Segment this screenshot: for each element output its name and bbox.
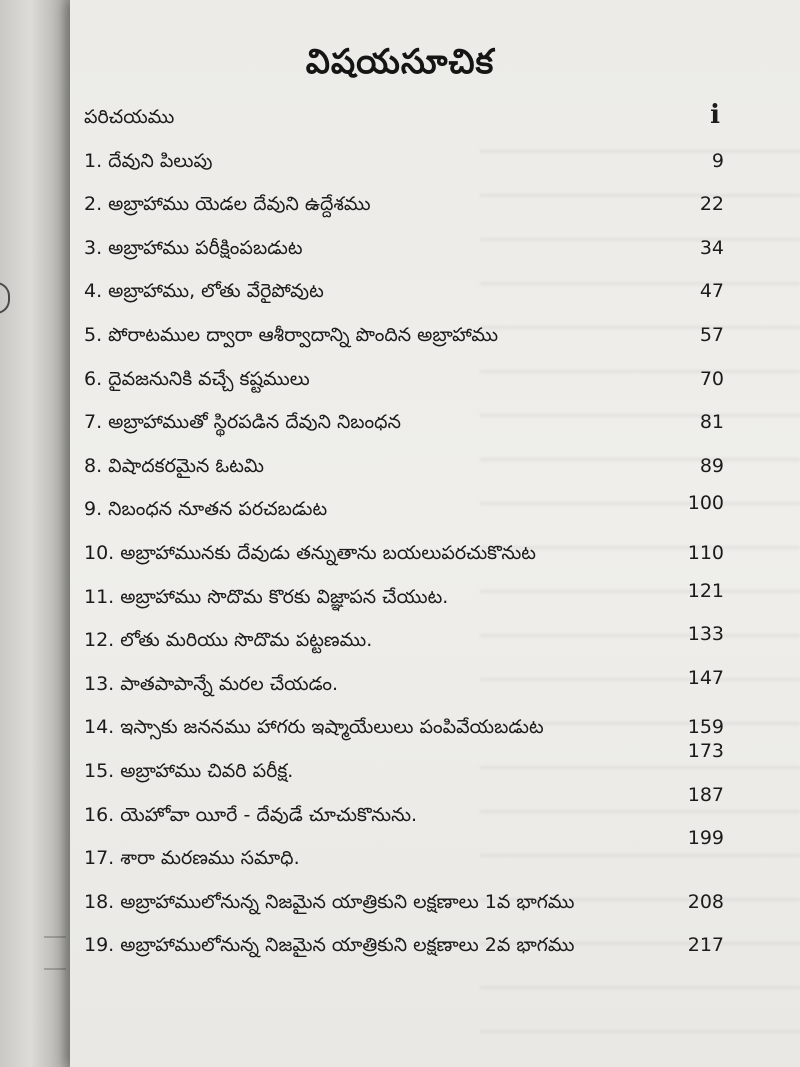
toc-entry-label: 18. అబ్రాహాములోనున్న నిజమైన యాత్రికుని లక్షణాలు 1వ భాగము: [84, 890, 575, 913]
toc-entry-label: 14. ఇస్సాకు జననము హాగరు ఇష్మాయేలులు పంపివేయబడుట: [84, 716, 544, 739]
toc-entry-label: 13. పాతపాపాన్నే మరల చేయడం.: [84, 672, 339, 695]
toc-entry-page: 173: [687, 739, 724, 762]
toc-entry-label: 4. అబ్రాహాము, లోతు వేరైపోవుట: [84, 280, 324, 303]
toc-entry-label: 10. అబ్రాహామునకు దేవుడు తన్నుతాను బయలుపరచుకొనుట: [84, 541, 536, 564]
toc-entry-4: [84, 274, 724, 318]
toc-entry-label: 16. యెహోవా యీరే - దేవుడే చూచుకొనును.: [84, 803, 418, 826]
toc-entry-page: 89: [699, 454, 724, 477]
toc-entry-page: 22: [699, 193, 724, 216]
toc-entry-15: [84, 739, 724, 798]
toc-entry-label: 8. విషాదకరమైన ఓటమి: [84, 454, 265, 477]
toc-entry-page: 57: [699, 323, 724, 346]
toc-entry-page: 81: [699, 411, 724, 434]
toc-entry-18: [84, 885, 724, 929]
toc-entry-introduction: [84, 100, 724, 144]
table-of-contents: [84, 100, 724, 972]
toc-entry-page: 133: [687, 623, 724, 646]
toc-entry-page: 9: [711, 149, 724, 172]
toc-entry-3: [84, 231, 724, 275]
toc-entry-10: [84, 536, 724, 580]
toc-entry-7: [84, 405, 724, 449]
toc-entry-5: [84, 318, 724, 362]
toc-entry-label: 17. శారా మరణము సమాధి.: [84, 847, 300, 870]
toc-entry-page: 199: [687, 827, 724, 850]
toc-entry-page: 208: [687, 890, 724, 913]
toc-entry-label: 7. అబ్రాహాముతో స్థిరపడిన దేవుని నిబంధన: [84, 411, 401, 434]
toc-entry-label: 11. అబ్రాహాము సొదొమ కొరకు విజ్ఞాపన చేయుట.: [84, 585, 449, 608]
toc-entry-13: [84, 667, 724, 711]
toc-entry-label: 9. నిబంధన నూతన పరచబడుట: [84, 498, 328, 521]
toc-entry-12: [84, 623, 724, 667]
toc-entry-page: 187: [687, 783, 724, 806]
toc-entry-2: [84, 187, 724, 231]
toc-entry-label: 2. అబ్రాహాము యెడల దేవుని ఉద్దేశము: [84, 193, 371, 216]
toc-entry-page: 70: [699, 367, 724, 390]
toc-entry-9: [84, 492, 724, 536]
toc-entry-19: [84, 928, 724, 972]
toc-entry-label: 1. దేవుని పిలుపు: [84, 149, 213, 172]
left-page-text-fragment: [44, 936, 66, 970]
toc-entry-14: [84, 710, 724, 754]
toc-entry-page: 34: [699, 236, 724, 259]
toc-entry-page: i: [710, 100, 720, 130]
toc-entry-label: పరిచయము: [84, 106, 175, 128]
toc-entry-6: [84, 362, 724, 406]
toc-entry-11: [84, 580, 724, 624]
toc-entry-label: 19. అబ్రాహాములోనున్న నిజమైన యాత్రికుని లక్షణాలు 2వ భాగము: [84, 934, 575, 957]
toc-entry-8: [84, 449, 724, 493]
toc-entry-17: [84, 827, 724, 885]
left-page-edge: [0, 0, 75, 1067]
toc-entry-label: 5. పోరాటముల ద్వారా ఆశీర్వాదాన్ని పొందిన అబ్రాహాము: [84, 323, 499, 346]
toc-entry-page: 217: [687, 934, 724, 957]
page-title: విషయసూచిక: [305, 42, 495, 82]
toc-entry-label: 15. అబ్రాహాము చివరి పరీక్ష.: [84, 759, 294, 782]
toc-entry-page: 147: [687, 666, 724, 689]
toc-entry-16: [84, 783, 724, 842]
toc-entry-page: 47: [699, 280, 724, 303]
toc-entry-label: 12. లోతు మరియు సొదొమ పట్టణము.: [84, 629, 373, 652]
toc-entry-page: 100: [687, 492, 724, 515]
toc-entry-label: 3. అబ్రాహాము పరీక్షింపబడుట: [84, 236, 303, 259]
toc-entry-1: [84, 144, 724, 188]
toc-entry-label: 6. దైవజనునికి వచ్చే కష్టములు: [84, 367, 310, 390]
toc-entry-page: 110: [687, 541, 724, 564]
toc-entry-page: 121: [687, 579, 724, 602]
toc-entry-page: 159: [687, 716, 724, 739]
